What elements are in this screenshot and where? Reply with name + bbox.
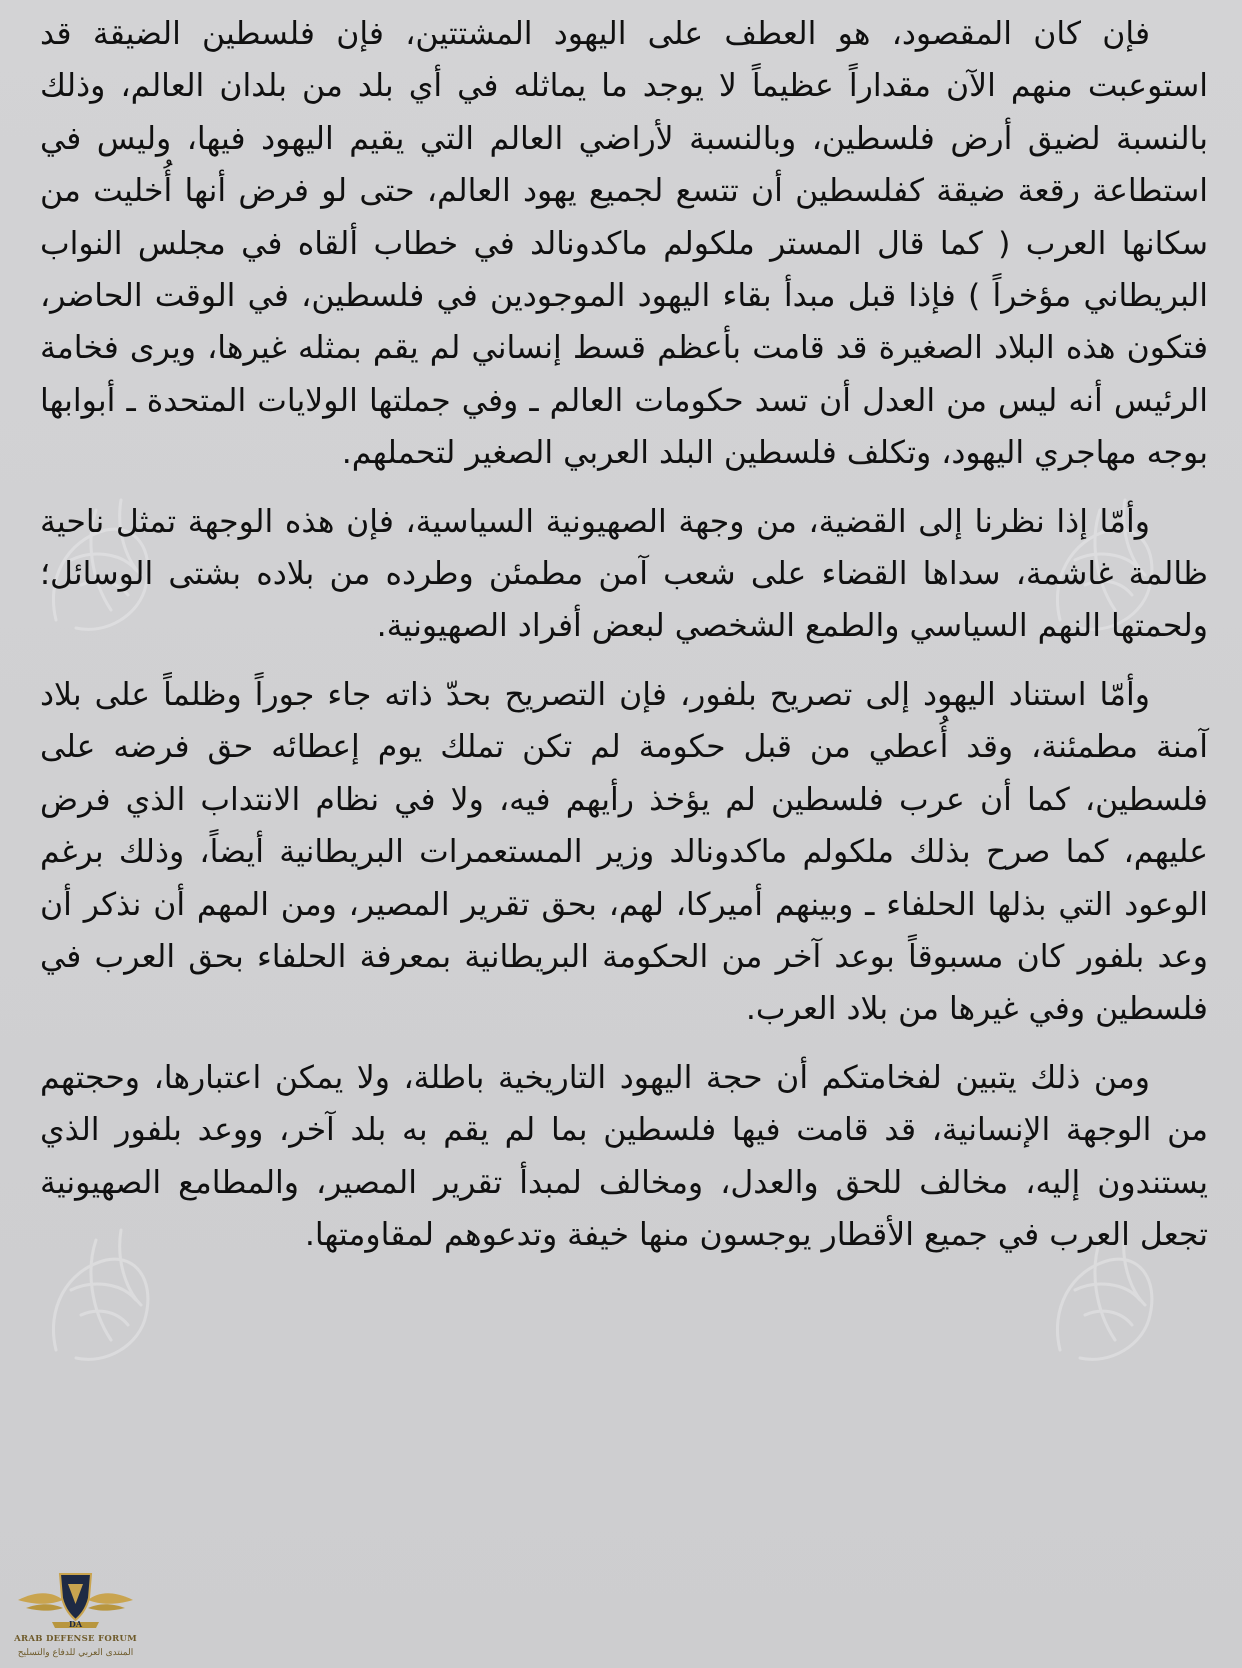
paragraph: ومن ذلك يتبين لفخامتكم أن حجة اليهود التاريخية باطلة، ولا يمكن اعتبارها، وحجتهم من الوجهة الإنسانية، قد قامت فيها فلسطين بما لم يقم به بلد آخر، ووعد بلفور الذي يستندون إليه، مخالف للحق والعدل، ومخالف لمبدأ تقرير المصير، والمطامع الصهيونية تجعل العرب في جميع الأقطار يوجسون منها خيفة وتدعوهم لمقاومتها. (40, 1059, 1208, 1253)
paragraph: وأمّا استناد اليهود إلى تصريح بلفور، فإن التصريح بحدّ ذاته جاء جوراً وظلماً على بلاد آمنة مطمئنة، وقد أُعطي من قبل حكومة لم تكن تملك يوم إعطائه حق فرضه على فلسطين، كما أن عرب فلسطين لم يؤخذ رأيهم فيه، ولا في نظام الانتداب الذي فرض عليهم، كما صرح بذلك ملكولم ماكدونالد وزير المستعمرات البريطانية أيضاً، وذلك برغم الوعود التي بذلها الحلفاء ـ وبينهم أميركا، لهم، بحق تقرير المصير، ومن المهم أن نذكر أن وعد بلفور كان مسبوقاً بوعد آخر من الحكومة البريطانية بمعرفة الحلفاء بحق العرب في فلسطين وفي غيرها من بلاد العرب. (40, 676, 1208, 1028)
document-body (40, 8, 1208, 1277)
paragraph: وأمّا إذا نظرنا إلى القضية، من وجهة الصهيونية السياسية، فإن هذه الوجهة تمثل ناحية ظالمة غاشمة، سداها القضاء على شعب آمن مطمئن وطرده من بلاده بشتى الوسائل؛ ولحمتها النهم السياسي والطمع الشخصي لبعض أفراد الصهيونية. (40, 503, 1208, 645)
forum-logo (8, 1560, 143, 1666)
paragraph: فإن كان المقصود، هو العطف على اليهود المشتتين، فإن فلسطين الضيقة قد استوعبت منهم الآن مقداراً عظيماً لا يوجد ما يماثله في أي بلد من بلدان العالم، وذلك بالنسبة لضيق أرض فلسطين، وبالنسبة لأراضي العالم التي يقيم اليهود فيها، وليس في استطاعة رقعة ضيقة كفلسطين أن تتسع لجميع يهود العالم، حتى لو فرض أنها أُخليت من سكانها العرب ( كما قال المستر ملكولم ماكدونالد في خطاب ألقاه في مجلس النواب البريطاني مؤخراً ) فإذا قبل مبدأ بقاء اليهود الموجودين في فلسطين، في الوقت الحاضر، فتكون هذه البلاد الصغيرة قد قامت بأعظم قسط إنساني لم يقم بمثله غيرها، ويرى فخامة الرئيس أنه ليس من العدل أن تسد حكومات العالم ـ وفي جملتها الولايات المتحدة ـ أبوابها بوجه مهاجري اليهود، وتكلف فلسطين البلد العربي الصغير لتحملهم. (40, 16, 1208, 472)
logo-name-en: ARAB DEFENSE FORUM (14, 1634, 137, 1644)
forum-emblem-icon (8, 1560, 143, 1636)
logo-initials: DA (68, 1619, 83, 1629)
logo-name-ar: المنتدى العربي للدفاع والتسليح (17, 1648, 134, 1658)
